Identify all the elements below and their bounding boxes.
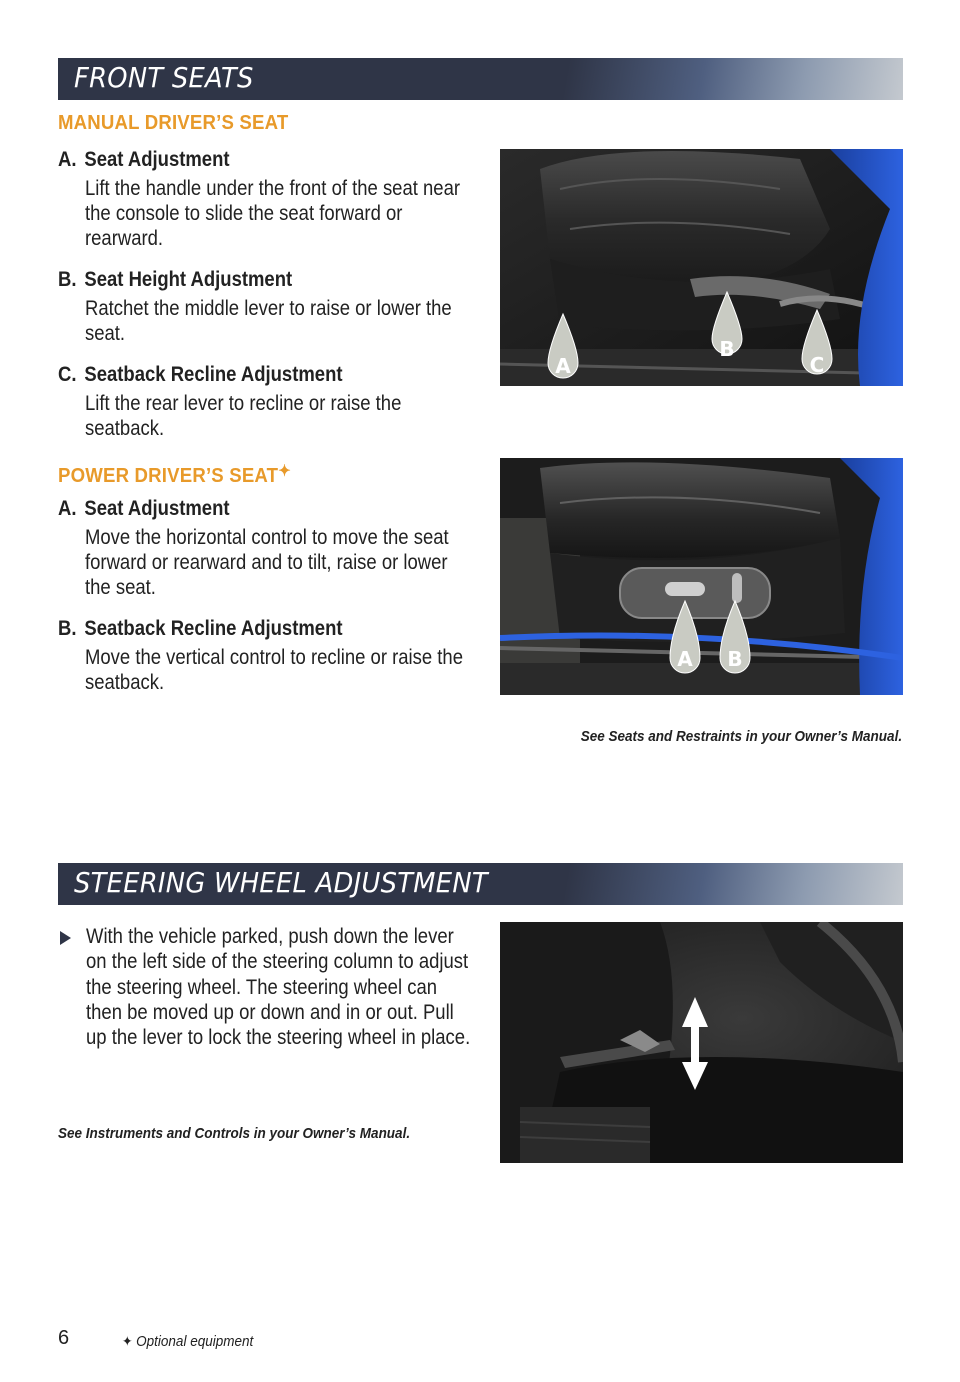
item-text: Lift the rear lever to recline or raise the seatback. xyxy=(85,392,402,440)
callout-b-label: B xyxy=(719,337,735,361)
item-title: Seatback Recline Adjustment xyxy=(84,363,343,386)
manual-seat-heading: MANUAL DRIVER’S SEAT xyxy=(58,112,289,134)
item-letter: A. xyxy=(58,148,77,171)
page-number: 6 xyxy=(58,1327,70,1349)
front-seats-header xyxy=(58,58,903,100)
item-letter: A. xyxy=(58,497,77,520)
item-title: Seat Adjustment xyxy=(84,148,230,171)
steering-instruction: With the vehicle parked, push down the lever on the left side of the steering column to adjust the steering wheel. The steering wheel can then be moved up or down and in or out. Pull up the lever to lock the steering wheel in place. xyxy=(86,925,471,1050)
item-letter: C. xyxy=(58,363,77,386)
power-seat-heading xyxy=(58,461,291,488)
bullet-arrow-icon xyxy=(60,931,71,945)
item-text: Lift the handle under the front of the seat near the console to slide the seat forward or rearward. xyxy=(85,177,461,250)
optional-label: Optional equipment xyxy=(136,1333,254,1350)
steering-title: STEERING WHEEL ADJUSTMENT xyxy=(74,866,488,899)
steering-header xyxy=(58,863,903,905)
manual-item-a xyxy=(58,148,468,251)
callout-a-label: A xyxy=(555,354,571,378)
item-text: Ratchet the middle lever to raise or lower the seat. xyxy=(85,297,452,345)
manual-item-c xyxy=(58,363,468,441)
power-item-b xyxy=(58,617,468,695)
manual-seat-photo xyxy=(500,149,903,386)
item-letter: B. xyxy=(58,617,77,640)
item-title: Seat Height Adjustment xyxy=(84,268,293,291)
power-item-a xyxy=(58,497,468,600)
seats-reference: See Seats and Restraints in your Owner’s Manual. xyxy=(580,728,902,745)
manual-item-b xyxy=(58,268,468,346)
optional-star-icon: ✦ xyxy=(122,1333,133,1349)
power-seat-heading-text: POWER DRIVER’S SEAT xyxy=(58,465,279,487)
item-title: Seatback Recline Adjustment xyxy=(84,617,343,640)
callout-c-label: C xyxy=(809,353,825,377)
power-seat-photo xyxy=(500,458,903,695)
optional-star-icon: ✦ xyxy=(278,463,291,480)
steering-reference: See Instruments and Controls in your Owner’s Manual. xyxy=(58,1125,411,1142)
callout-a-label: A xyxy=(677,647,693,671)
front-seats-title: FRONT SEATS xyxy=(74,61,254,94)
item-text: Move the horizontal control to move the seat forward or rearward and to tilt, raise or lower the seat. xyxy=(85,526,449,599)
item-letter: B. xyxy=(58,268,77,291)
optional-equipment-note xyxy=(122,1333,253,1350)
item-title: Seat Adjustment xyxy=(84,497,230,520)
callout-b-label: B xyxy=(727,647,743,671)
item-text: Move the vertical control to recline or raise the seatback. xyxy=(85,646,463,694)
steering-photo xyxy=(500,922,903,1163)
